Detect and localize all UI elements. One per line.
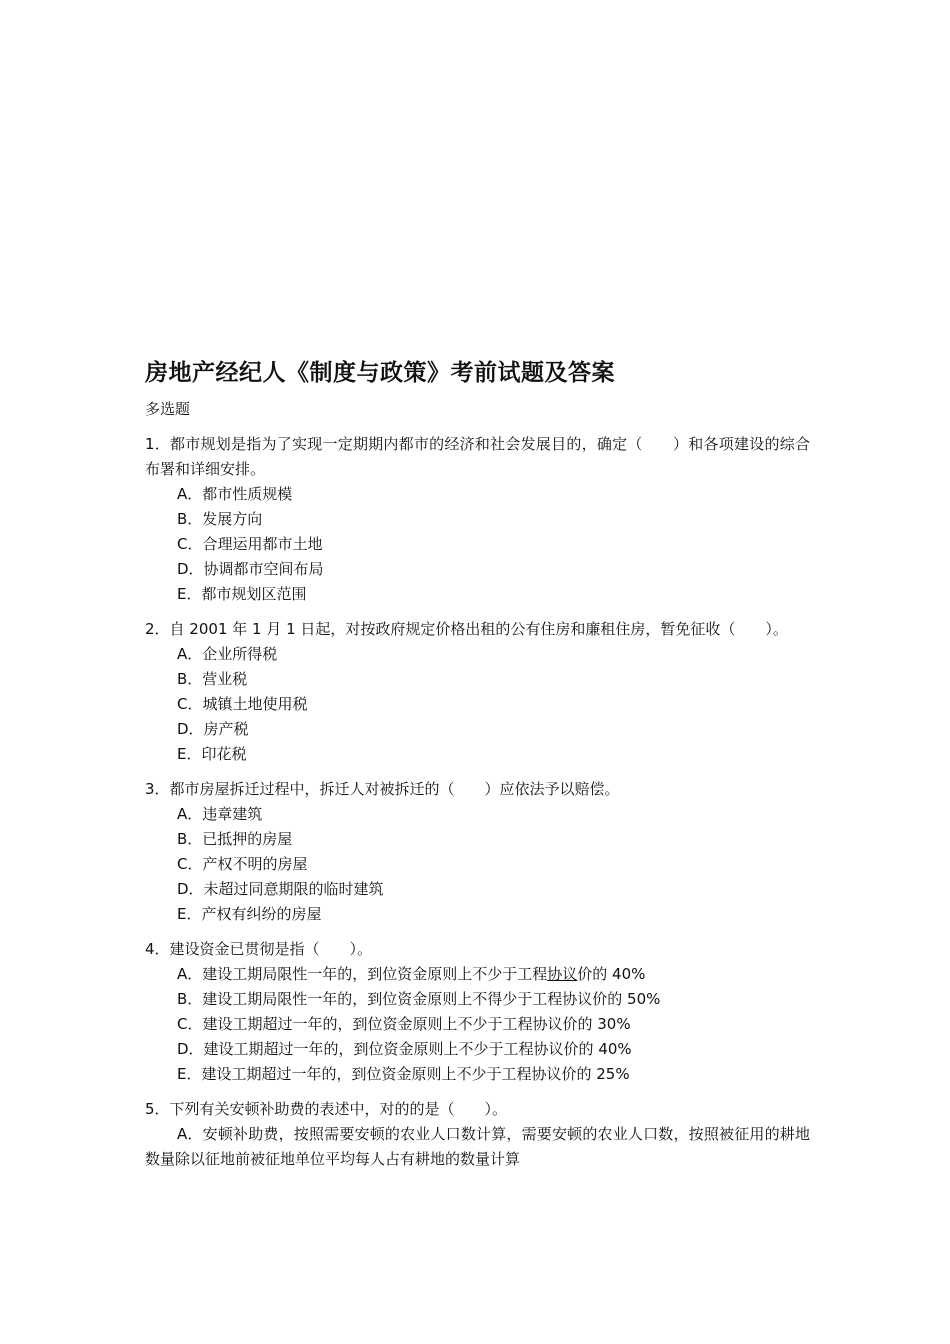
option-b: B．营业税 [177,670,248,688]
question-stem: 3．都市房屋拆迁过程中，拆迁人对被拆迁的（ ）应依法予以赔偿。 [145,780,620,798]
option-b: B．建设工期局限性一年的，到位资金原则上不得少于工程协议价的 50% [177,990,661,1008]
option-d: D．建设工期超过一年的，到位资金原则上不少于工程协议价的 40% [177,1040,632,1058]
question-3 [145,777,810,927]
option-a: A．违章建筑 [177,805,263,823]
option-text: A．建设工期局限性一年的，到位资金原则上不少于工程 [177,965,548,983]
question-5 [145,1097,810,1172]
option-a: A．企业所得税 [177,645,278,663]
option-list [145,642,810,767]
option-c: C．建设工期超过一年的，到位资金原则上不少于工程协议价的 30% [177,1015,631,1033]
option-e: E．印花税 [177,745,247,763]
question-stem: 4．建设资金已贯彻是指（ ）。 [145,940,373,958]
option-e: E．都市规划区范围 [177,585,307,603]
option-list [145,962,810,1087]
option-c: C．合理运用都市土地 [177,535,323,553]
option-b: B．发展方向 [177,510,263,528]
option-c: C．产权不明的房屋 [177,855,308,873]
option-list [145,802,810,927]
question-stem: 1．都市规划是指为了实现一定期期内都市的经济和社会发展目的，确定（ ）和各项建设的综合布署和详细安排。 [145,435,810,478]
section-label: 多选题 [145,400,191,418]
option-d: D．协调都市空间布局 [177,560,324,578]
option-a: A．安顿补助费，按照需要安顿的农业人口数计算，需要安顿的农业人口数，按照被征用的耕地数量除以征地前被征地单位平均每人占有耕地的数量计算 [145,1125,810,1168]
question-stem: 5．下列有关安顿补助费的表述中，对的的是（ ）。 [145,1100,508,1118]
question-4 [145,937,810,1087]
option-d: D．房产税 [177,720,249,738]
option-e: E．建设工期超过一年的，到位资金原则上不少于工程协议价的 25% [177,1065,630,1083]
option-list [145,1122,810,1172]
underlined-text: 协议 [547,965,578,983]
option-text: 价的 40% [577,965,646,983]
option-list [145,482,810,607]
option-d: D．未超过同意期限的临时建筑 [177,880,384,898]
question-1 [145,432,810,607]
option-a [145,962,810,987]
option-c: C．城镇土地使用税 [177,695,308,713]
option-a: A．都市性质规模 [177,485,293,503]
question-2 [145,617,810,767]
document-title: 房地产经纪人《制度与政策》考前试题及答案 [145,359,615,386]
option-e: E．产权有纠纷的房屋 [177,905,322,923]
question-stem: 2．自 2001 年 1 月 1 日起，对按政府规定价格出租的公有住房和廉租住房，暂免征收（ ）。 [145,620,788,638]
document-page [145,356,810,1172]
option-b: B．已抵押的房屋 [177,830,293,848]
